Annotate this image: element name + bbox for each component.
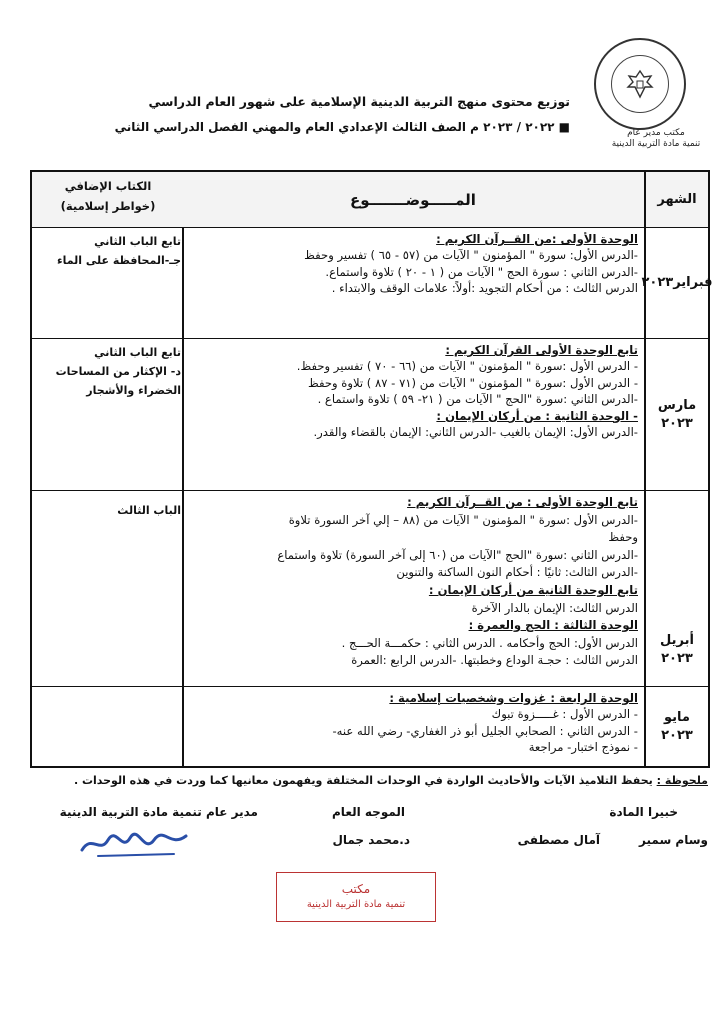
lesson-line: -الدرس الثاني :سورة "الحج "الآيات من (٦٠ إلى آخر السورة) تلاوة واستماع bbox=[277, 547, 638, 562]
book-line: د- الإكثار من المساحات bbox=[55, 365, 181, 378]
lesson-line: الدرس الثالث : حجـة الوداع وخطبتها. -الدرس الرابع :العمرة bbox=[351, 653, 638, 668]
lesson-line: وحفظ bbox=[608, 530, 638, 545]
lesson-line: - الدرس الأول :سورة " المؤمنون " الآيات من (٦٦ - ٧٠ ) تفسير وحفظ. bbox=[296, 359, 638, 374]
header-topic: المـــــوضـــــــوع bbox=[182, 172, 644, 227]
office-label bbox=[606, 128, 706, 150]
page-subtitle: ■ ٢٠٢٢ / ٢٠٢٣ م الصف الثالث الإعدادي العام والمهني الفصل الدراسي الثاني bbox=[114, 120, 570, 134]
header-month: الشهر bbox=[644, 172, 708, 227]
lesson-line: الدرس الأول: الحج وأحكامه . الدرس الثاني : حكمـــة الحـــج . bbox=[341, 635, 638, 650]
unit-heading: - الوحدة الثانية : من أركان الإيمان : bbox=[436, 408, 638, 423]
month-cell bbox=[641, 228, 713, 338]
unit-heading: تابع الوحدة الثانية من أركان الإيمان : bbox=[428, 582, 638, 597]
curriculum-table bbox=[30, 170, 713, 768]
unit-heading: تابع الوحدة الأولى : من القــرآن الكريم : bbox=[407, 495, 638, 509]
topic-cell bbox=[182, 228, 644, 338]
lesson-line: الدرس الثالث : من أحكام التجويد :أولاً: علامات الوقف والابتداء . bbox=[331, 281, 638, 296]
supervisor-title: الموجه العام bbox=[332, 805, 405, 819]
header-book-line1: الكتاب الإضافي bbox=[64, 179, 152, 193]
unit-heading: الوحدة الأولى :من القــرآن الكريم : bbox=[436, 232, 638, 246]
month-cell bbox=[644, 491, 708, 686]
book-cell bbox=[32, 687, 184, 766]
lesson-line: -الدرس الثاني :سورة "الحج " الآيات من ( ٢١- ٥٩ ) تلاوة واستماع . bbox=[317, 392, 638, 407]
lesson-line: -الدرس الثاني : سورة الحج " الآيات من ( ١ - ٢٠ ) تلاوة واستماع. bbox=[325, 264, 638, 279]
unit-heading: الوحدة الرابعة : غزوات وشخصيات إسلامية : bbox=[389, 691, 638, 705]
handwritten-signature bbox=[78, 826, 190, 860]
lesson-line: - الدرس الأول :سورة " المؤمنون " الآيات من (٧١ - ٨٧ ) تلاوة وحفظ bbox=[307, 375, 638, 390]
footnote-text: يحفظ التلاميذ الآيات والأحاديث الواردة في الوحدات المختلفة ويفهمون معانيها كما وردت في هذه الوحدات . bbox=[73, 774, 653, 787]
expert-name-1: وسام سمير bbox=[639, 833, 708, 847]
book-cell bbox=[32, 491, 184, 686]
stamp-line-1: مكتب bbox=[341, 882, 371, 896]
header-book-line2: (خواطر إسلامية) bbox=[60, 199, 156, 213]
topic-cell bbox=[182, 491, 644, 686]
supervisor-name: د.محمد جمال bbox=[332, 833, 410, 847]
unit-heading: الوحدة الثالثة : الحج والعمرة : bbox=[468, 618, 638, 633]
lesson-line: -الدرس الأول: سورة " المؤمنون " الآيات من (٥٧ - ٦٥ ) تفسير وحفظ bbox=[304, 248, 638, 263]
lesson-line: - نموذج اختبار- مراجعة bbox=[528, 740, 638, 755]
month-label: مارس ٢٠٢٣ bbox=[657, 397, 697, 431]
table-header-row bbox=[32, 172, 708, 228]
lesson-line: -الدرس الأول :سورة " المؤمنون " الآيات من (٨٨ – إلي آخر السورة تلاوة bbox=[288, 512, 638, 527]
footnote bbox=[74, 774, 708, 787]
lesson-line: -الدرس الثالث: ثانيًا : أحكام النون الساكنة والتنوين bbox=[396, 565, 638, 580]
lesson-line: -الدرس الأول: الإيمان بالغيب -الدرس الثاني: الإيمان بالقضاء والقدر. bbox=[313, 425, 638, 440]
month-label: فبراير٢٠٢٣ bbox=[641, 275, 713, 290]
book-line: تابع الباب الثاني bbox=[94, 235, 181, 248]
month-cell bbox=[644, 339, 708, 490]
unit-heading: تابع الوحدة الأولى القرآن الكريم : bbox=[445, 343, 638, 357]
table-row bbox=[32, 339, 708, 491]
month-cell bbox=[644, 687, 708, 766]
experts-title: خبيرا المادة bbox=[609, 805, 678, 819]
header-book bbox=[32, 172, 184, 227]
topic-cell bbox=[182, 687, 644, 766]
book-line: تابع الباب الثاني bbox=[94, 346, 181, 359]
office-line-1: مكتب مدير عام bbox=[627, 128, 685, 138]
table-row bbox=[32, 228, 713, 339]
office-stamp bbox=[276, 872, 436, 922]
lesson-line: - الدرس الأول : غـــــزوة تبوك bbox=[491, 707, 638, 722]
footnote-label: ملحوظة : bbox=[656, 774, 708, 787]
lesson-line: - الدرس الثاني : الصحابي الجليل أبو ذر الغفاري- رضي الله عنه- bbox=[332, 723, 638, 738]
stamp-line-2: تنمية مادة التربية الدينية bbox=[306, 899, 406, 910]
book-line: الخضراء والأشجار bbox=[86, 384, 181, 397]
month-label: أبريل ٢٠٢٣ bbox=[660, 633, 694, 666]
month-label: مايو ٢٠٢٣ bbox=[661, 709, 693, 743]
book-cell bbox=[32, 339, 184, 490]
topic-cell bbox=[182, 339, 644, 490]
expert-name-2: آمال مصطفى bbox=[517, 833, 600, 847]
lesson-line: الدرس الثالث: الإيمان بالدار الآخرة bbox=[471, 600, 638, 615]
office-line-2: تنمية مادة التربية الدينية bbox=[611, 139, 701, 149]
page-title: توزيع محتوى منهج التربية الدينية الإسلامية على شهور العام الدراسي bbox=[148, 94, 570, 109]
table-row bbox=[32, 687, 708, 766]
table-row bbox=[32, 491, 708, 687]
ministry-logo bbox=[594, 38, 686, 130]
book-line: الباب الثالث bbox=[117, 504, 181, 517]
book-cell bbox=[32, 228, 184, 338]
eagle-emblem-icon bbox=[611, 55, 669, 113]
director-title: مدير عام تنمية مادة التربية الدينية bbox=[59, 805, 258, 819]
book-line: جـ-المحافظة على الماء bbox=[57, 254, 181, 267]
